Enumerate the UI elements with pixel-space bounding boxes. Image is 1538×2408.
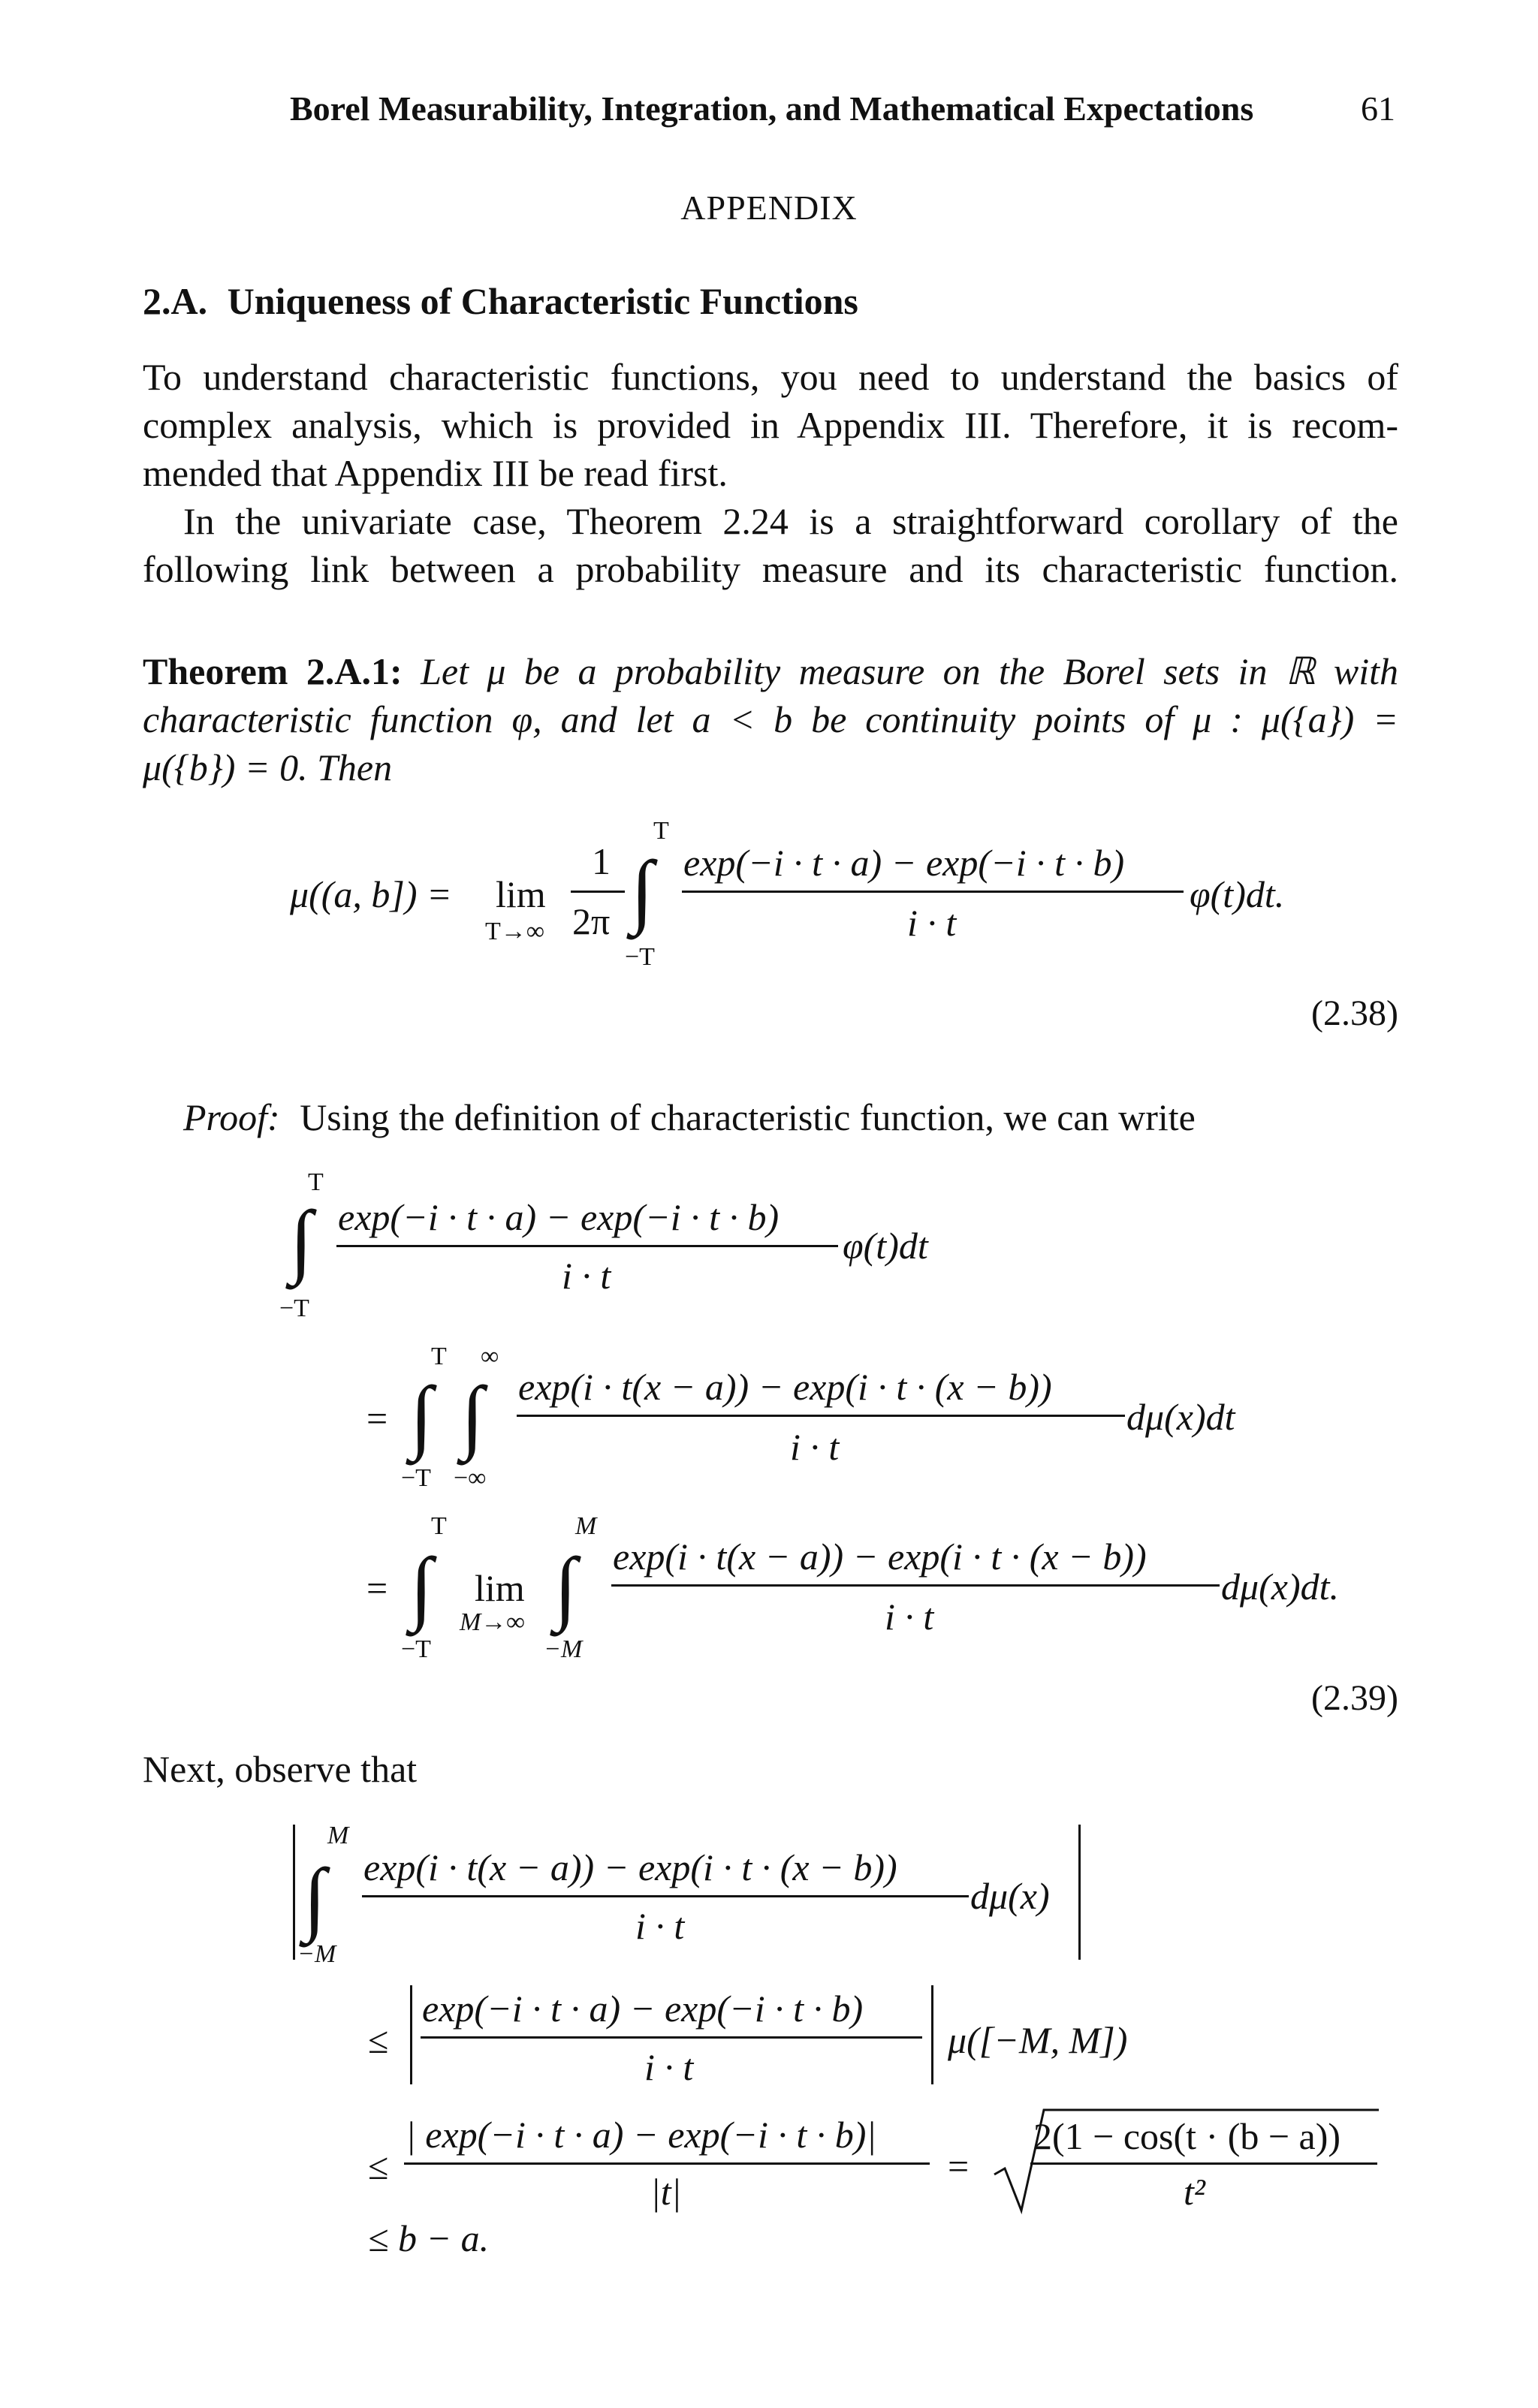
eq239-r2-numerator: exp(i · t(x − a)) − exp(i · t · (x − b)) bbox=[518, 1366, 1052, 1408]
integral-sign: ∫ bbox=[410, 1541, 433, 1632]
page-number: 61 bbox=[1361, 89, 1395, 128]
ineq-r3-rel: ≤ bbox=[368, 2145, 389, 2187]
eq239-r1-int-lower: −T bbox=[279, 1294, 309, 1322]
fraction-bar bbox=[571, 891, 625, 893]
ineq-r3-sqrt-denominator: t² bbox=[1184, 2171, 1205, 2213]
fraction-bar bbox=[611, 1584, 1220, 1587]
fraction-bar bbox=[682, 891, 1184, 893]
abs-bar-right bbox=[1078, 1825, 1081, 1960]
eq239-r3-eq: = bbox=[366, 1567, 388, 1609]
eq238-denominator: i · t bbox=[907, 902, 957, 944]
eq239-r3-int2-lower: −M bbox=[544, 1635, 583, 1663]
ineq-r2-tail: μ([−M, M]) bbox=[948, 2019, 1128, 2061]
paragraph-intro bbox=[143, 353, 1398, 497]
ineq-r1-denominator: i · t bbox=[635, 1905, 685, 1947]
abs-bar-left bbox=[293, 1825, 295, 1960]
equation-number: (2.38) bbox=[1311, 993, 1398, 1033]
eq239-r2-tail: dμ(x)dt bbox=[1126, 1396, 1235, 1438]
abs-bar-right bbox=[931, 1985, 933, 2084]
running-title: Borel Measurability, Integration, and Mathematical Expectations bbox=[290, 89, 1254, 128]
integral-sign: ∫ bbox=[631, 844, 654, 936]
eq239-r2-int2-lower: −∞ bbox=[454, 1464, 487, 1492]
eq238-tail: φ(t)dt. bbox=[1190, 873, 1285, 915]
eq239-r3-int1-upper: T bbox=[431, 1512, 447, 1540]
eq239-r1-tail: φ(t)dt bbox=[843, 1225, 928, 1267]
eq239-r2-int1-upper: T bbox=[431, 1343, 447, 1370]
ineq-r2-denominator: i · t bbox=[644, 2046, 694, 2088]
theorem-line bbox=[143, 647, 1398, 695]
eq239-r1-numerator: exp(−i · t · a) − exp(−i · t · b) bbox=[338, 1196, 780, 1238]
ineq-r1-numerator: exp(i · t(x − a)) − exp(i · t · (x − b)) bbox=[363, 1846, 897, 1888]
ineq-r3-denominator: |t| bbox=[650, 2171, 682, 2213]
ineq-r1-tail: dμ(x) bbox=[970, 1875, 1050, 1917]
eq238-numerator: exp(−i · t · a) − exp(−i · t · b) bbox=[683, 842, 1125, 884]
paragraph-line: mended that Appendix III be read first. bbox=[143, 452, 728, 494]
section-title: Uniqueness of Characteristic Functions bbox=[227, 280, 858, 322]
integral-sign: ∫ bbox=[303, 1852, 327, 1943]
ineq-r2-numerator: exp(−i · t · a) − exp(−i · t · b) bbox=[422, 1988, 864, 2030]
eq238-int-lower: −T bbox=[625, 943, 655, 971]
ineq-r3-sqrt-numerator: 2(1 − cos(t · (b − a)) bbox=[1033, 2115, 1341, 2157]
theorem-text: Let μ be a probability measure on the Borel sets in ℝ with bbox=[421, 650, 1398, 692]
appendix-label: APPENDIX bbox=[680, 188, 858, 227]
ineq-r4: ≤ b − a. bbox=[368, 2217, 490, 2259]
fraction-bar bbox=[362, 1895, 969, 1897]
fraction-bar bbox=[1030, 2162, 1377, 2165]
next-text: Next, observe that bbox=[143, 1748, 418, 1790]
eq239-r3-numerator: exp(i · t(x − a)) − exp(i · t · (x − b)) bbox=[613, 1536, 1147, 1578]
eq239-r2-int1-lower: −T bbox=[401, 1464, 431, 1492]
ineq-r3-eq: = bbox=[948, 2145, 970, 2187]
fraction-bar bbox=[336, 1245, 838, 1247]
eq238-lim-sub: T→∞ bbox=[485, 918, 545, 945]
eq239-r2-denominator: i · t bbox=[790, 1426, 840, 1468]
eq239-r3-int1-lower: −T bbox=[401, 1635, 431, 1663]
eq239-r3-int2-upper: M bbox=[575, 1512, 597, 1540]
paragraph-univariate bbox=[143, 497, 1398, 593]
paragraph-line: In the univariate case, Theorem 2.24 is a straightforward corollary of the bbox=[183, 500, 1398, 542]
integral-sign: ∫ bbox=[554, 1541, 578, 1632]
theorem-line: characteristic function φ, and let a < b be continuity points of μ : μ({a}) = bbox=[143, 698, 1398, 740]
section-heading bbox=[143, 279, 858, 323]
proof-text: Using the definition of characteristic function, we can write bbox=[300, 1096, 1196, 1138]
theorem-line: μ({b}) = 0. Then bbox=[143, 746, 393, 788]
integral-sign: ∫ bbox=[410, 1370, 433, 1461]
eq238-frac-num: 1 bbox=[592, 840, 611, 882]
proof-line bbox=[183, 1093, 1196, 1141]
eq239-r1-int-upper: T bbox=[308, 1168, 324, 1196]
eq239-r3-lim: lim bbox=[475, 1567, 525, 1609]
eq238-lim: lim bbox=[496, 873, 546, 915]
integral-sign: ∫ bbox=[290, 1194, 313, 1285]
eq239-r2-eq: = bbox=[366, 1397, 388, 1439]
eq239-r3-lim-sub: M→∞ bbox=[460, 1608, 525, 1636]
section-number: 2.A. bbox=[143, 280, 208, 322]
eq238-frac-den: 2π bbox=[572, 900, 611, 942]
fraction-bar bbox=[404, 2162, 930, 2165]
abs-bar-left bbox=[410, 1985, 412, 2084]
ineq-r1-int-lower: −M bbox=[297, 1940, 336, 1968]
paragraph-line: To understand characteristic functions, you need to understand the basics of bbox=[143, 356, 1398, 398]
ineq-r2-rel: ≤ bbox=[368, 2019, 389, 2061]
fraction-bar bbox=[517, 1415, 1125, 1417]
eq239-r1-denominator: i · t bbox=[562, 1255, 611, 1297]
theorem-block bbox=[143, 647, 1398, 791]
theorem-label: Theorem 2.A.1: bbox=[143, 650, 403, 692]
paragraph-line: complex analysis, which is provided in Appendix III. Therefore, it is recom- bbox=[143, 404, 1398, 446]
proof-label: Proof: bbox=[183, 1096, 280, 1138]
ineq-r1-int-upper: M bbox=[327, 1822, 349, 1849]
paragraph-line: following link between a probability measure and its characteristic function. bbox=[143, 548, 1398, 590]
eq238-lhs: μ((a, b]) = bbox=[290, 873, 452, 915]
fraction-bar bbox=[421, 2036, 922, 2039]
eq239-r2-int2-upper: ∞ bbox=[481, 1343, 499, 1370]
eq239-r3-denominator: i · t bbox=[885, 1596, 934, 1638]
integral-sign: ∫ bbox=[461, 1370, 484, 1461]
ineq-r3-numerator: | exp(−i · t · a) − exp(−i · t · b)| bbox=[406, 2114, 877, 2156]
eq238-int-upper: T bbox=[653, 817, 669, 845]
eq239-r3-tail: dμ(x)dt. bbox=[1221, 1566, 1339, 1608]
equation-number: (2.39) bbox=[1311, 1678, 1398, 1718]
